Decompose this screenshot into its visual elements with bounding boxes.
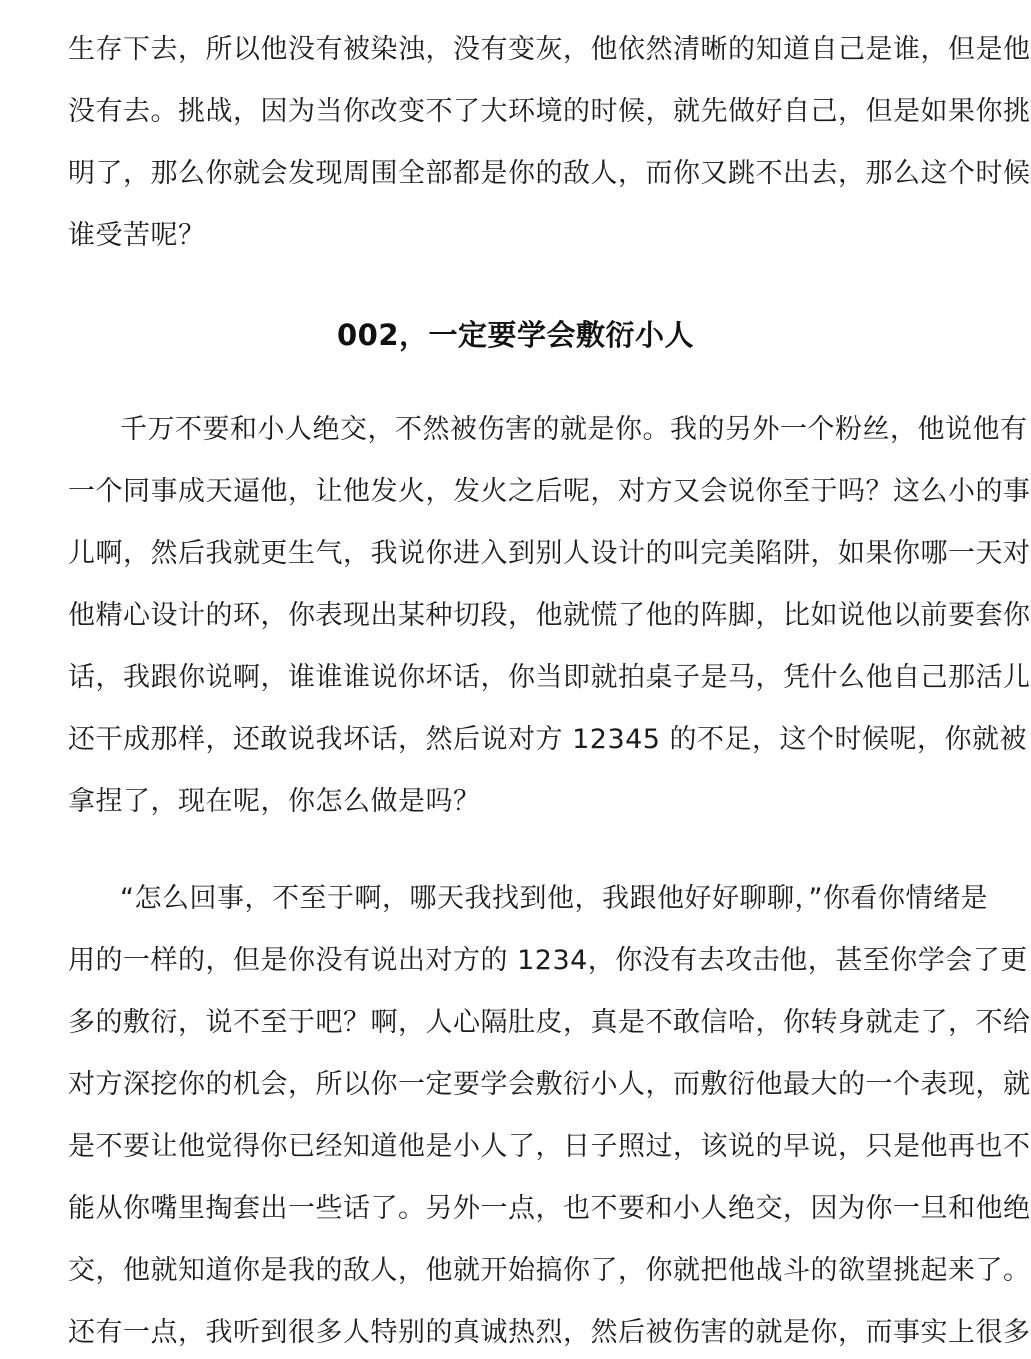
text-line: 他精心设计的环，你表现出某种切段，他就慌了他的阵脚，比如说他以前要套你 xyxy=(68,600,1031,631)
text-line: 还干成那样，还敢说我坏话，然后说对方 12345 的不足，这个时候呢，你就被 xyxy=(68,724,1028,755)
text-line: 生存下去，所以他没有被染浊，没有变灰，他依然清晰的知道自己是谁，但是他 xyxy=(68,34,1031,65)
text-line: 没有去。挑战，因为当你改变不了大环境的时候，就先做好自己，但是如果你挑 xyxy=(68,96,1031,127)
text-line: 多的敷衍，说不至于吧？啊，人心隔肚皮，真是不敢信哈，你转身就走了，不给 xyxy=(68,1007,1031,1038)
text-line: 谁受苦呢？ xyxy=(68,220,206,251)
paragraph-first-line: 千万不要和小人绝交，不然被伤害的就是你。我的另外一个粉丝，他说他有 xyxy=(120,414,1028,445)
paragraph-first-line: “怎么回事，不至于啊，哪天我找到他，我跟他好好聊聊，”你看你情绪是 xyxy=(120,883,988,914)
text-line: 用的一样的，但是你没有说出对方的 1234，你没有去攻击他，甚至你学会了更 xyxy=(68,945,1028,976)
section-heading: 002，一定要学会敷衍小人 xyxy=(336,318,695,352)
text-line: 是不要让他觉得你已经知道他是小人了，日子照过，该说的早说，只是他再也不 xyxy=(68,1131,1031,1162)
text-line: 儿啊，然后我就更生气，我说你进入到别人设计的叫完美陷阱，如果你哪一天对 xyxy=(68,538,1031,569)
text-line: 明了，那么你就会发现周围全部都是你的敌人，而你又跳不出去，那么这个时候 xyxy=(68,158,1031,189)
text-line: 对方深挖你的机会，所以你一定要学会敷衍小人，而敷衍他最大的一个表现，就 xyxy=(68,1069,1031,1100)
text-line: 话，我跟你说啊，谁谁谁说你坏话，你当即就拍桌子是马，凭什么他自己那活儿 xyxy=(68,662,1031,693)
text-line: 拿捏了，现在呢，你怎么做是吗？ xyxy=(68,786,481,817)
text-line: 一个同事成天逼他，让他发火，发火之后呢，对方又会说你至于吗？这么小的事 xyxy=(68,476,1031,507)
text-line: 能从你嘴里掏套出一些话了。另外一点，也不要和小人绝交，因为你一旦和他绝 xyxy=(68,1193,1031,1224)
text-line: 还有一点，我听到很多人特别的真诚热烈，然后被伤害的就是你，而事实上很多 xyxy=(68,1317,1031,1348)
text-line: 交，他就知道你是我的敌人，他就开始搞你了，你就把他战斗的欲望挑起来了。 xyxy=(68,1255,1031,1286)
